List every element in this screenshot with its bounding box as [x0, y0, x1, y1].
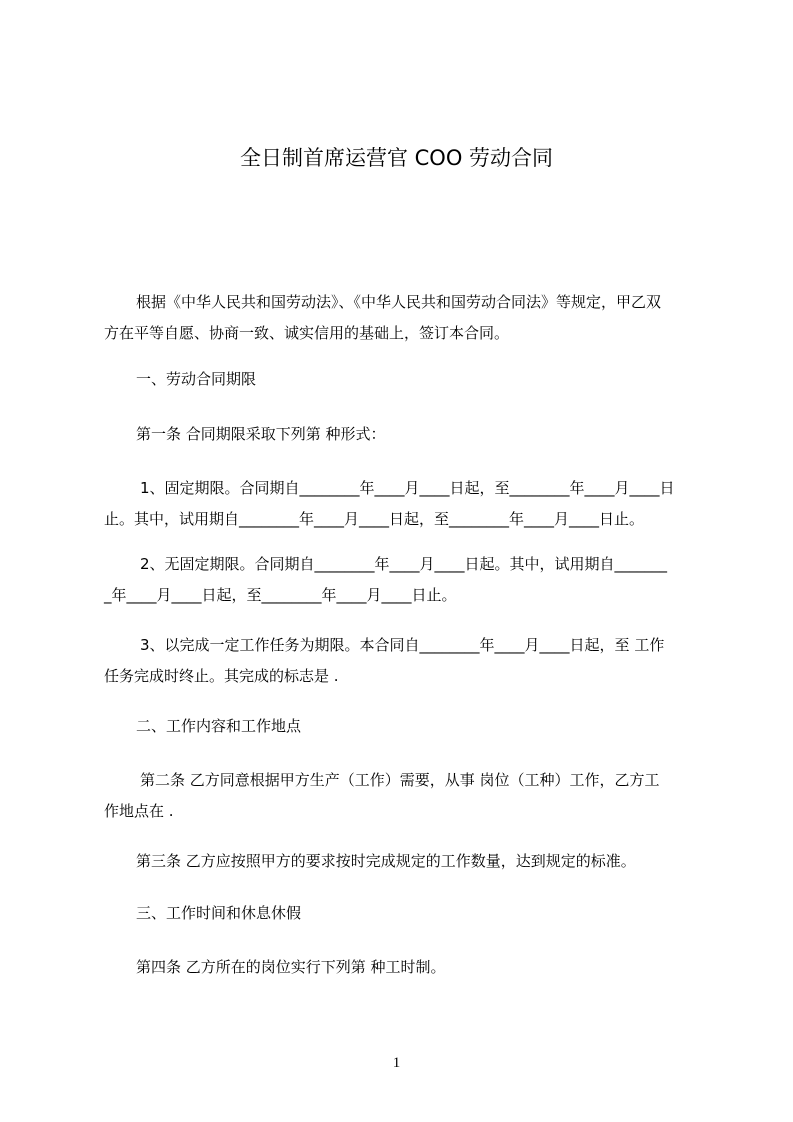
- article-3: [136, 846, 736, 877]
- article-2: [104, 765, 704, 827]
- item-1-line-2: 止。其中，试用期自________年____月____日起，至________年____月____日止。: [104, 510, 645, 528]
- item-3-line-2: 任务完成时终止。其完成的标志是 .: [104, 667, 339, 685]
- item-2: [104, 549, 704, 611]
- section-heading-2-text: 二、工作内容和工作地点: [136, 717, 302, 735]
- article-4-text: 第四条 乙方所在的岗位实行下列第 种工时制。: [136, 958, 446, 976]
- intro-line-1: 根据《中华人民共和国劳动法》、《中华人民共和国劳动合同法》等规定，甲乙双: [136, 293, 662, 311]
- section-heading-3: [136, 898, 736, 929]
- page-number: 1: [392, 1055, 401, 1071]
- article-3-text: 第三条 乙方应按照甲方的要求按时完成规定的工作数量，达到规定的标准。: [136, 852, 636, 870]
- article-2-line-2: 作地点在 .: [104, 802, 174, 820]
- item-1-line-1: 1、固定期限。合同期自________年____月____日起，至________年____月____日: [140, 479, 675, 497]
- item-1: [104, 473, 704, 535]
- item-3-line-1: 3、以完成一定工作任务为期限。本合同自________年____月____日起，至 工作: [140, 636, 665, 654]
- document-title: 全日制首席运营官 COO 劳动合同: [239, 146, 554, 170]
- intro-line-2: 方在平等自愿、协商一致、诚实信用的基础上，签订本合同。: [104, 324, 510, 342]
- item-3: [104, 630, 704, 692]
- item-2-line-1: 2、无固定期限。合同期自________年____月____日起。其中，试用期自_______: [140, 555, 668, 573]
- section-heading-2: [136, 711, 736, 742]
- article-4: [136, 952, 736, 983]
- item-2-line-2: _年____月____日起，至________年____月____日止。: [104, 586, 457, 604]
- section-heading-3-text: 三、工作时间和休息休假: [136, 904, 302, 922]
- section-heading-1: [136, 364, 736, 395]
- paragraph-intro: [104, 287, 704, 349]
- article-1-text: 第一条 合同期限采取下列第 种形式：: [136, 425, 386, 443]
- article-1: [136, 419, 736, 450]
- section-heading-1-text: 一、劳动合同期限: [136, 370, 257, 388]
- article-2-line-1: 第二条 乙方同意根据甲方生产（工作）需要，从事 岗位（工种）工作，乙方工: [140, 771, 660, 789]
